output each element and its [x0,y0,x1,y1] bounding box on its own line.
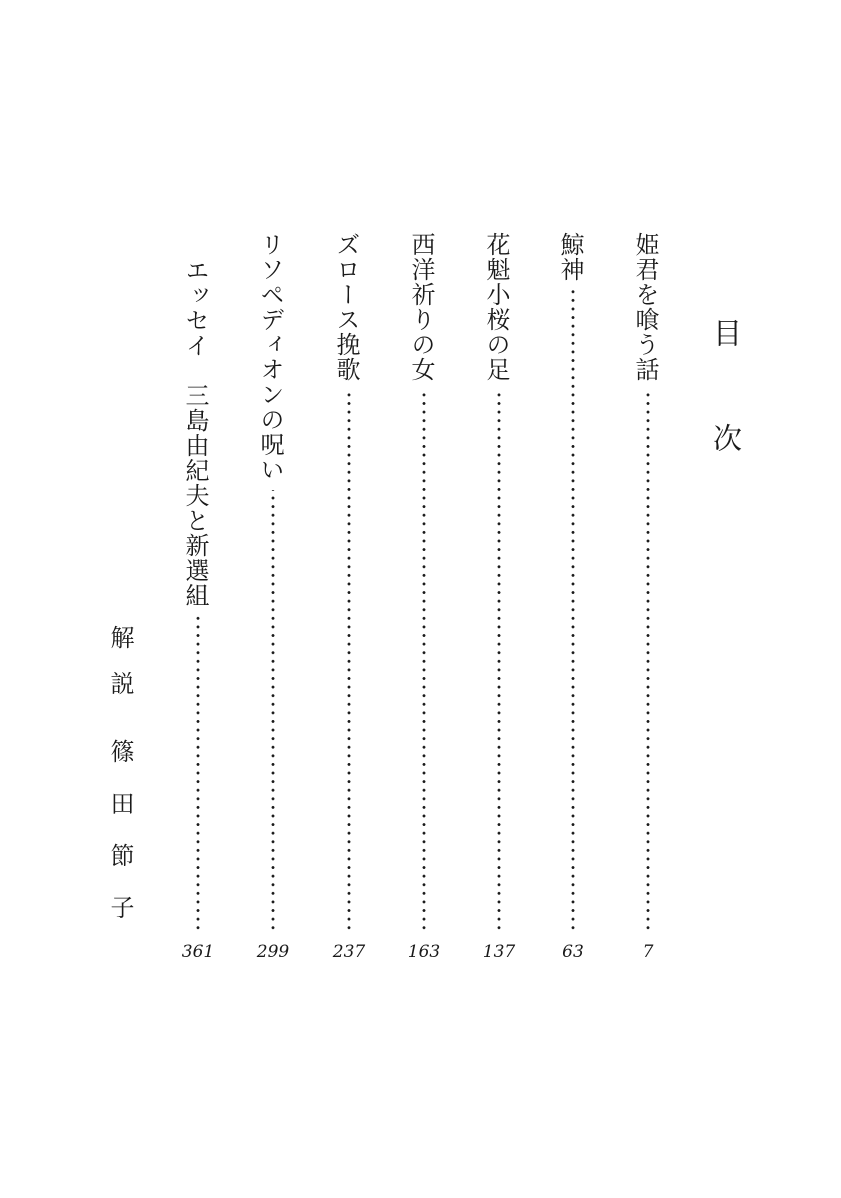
entry-title: 姫君を喰う話 [631,232,659,382]
page-number: 237 [332,942,366,962]
entry-title: 鯨神 [556,232,584,282]
toc-entry[interactable] [484,232,514,932]
dot-leader [271,490,275,932]
dot-leader [347,392,351,932]
dot-leader [422,392,426,932]
toc-entry[interactable] [409,232,439,932]
page-number: 361 [181,942,215,962]
toc-heading: 目次 [709,318,743,528]
entry-title: リソペディオンの呪い [256,232,284,482]
commentary-author: 篠田節子 [106,739,134,947]
dot-leader [571,287,575,932]
dot-leader [646,390,650,932]
toc-entry[interactable] [258,232,288,932]
entry-title: エッセイ 三島由紀夫と新選組 [181,258,209,608]
toc-entry[interactable] [633,232,663,932]
toc-entry[interactable] [183,258,213,932]
toc-entry[interactable] [334,232,364,932]
entry-title: ズロース挽歌 [332,232,360,382]
entry-title: 花魁小桜の足 [482,232,510,382]
toc-entry[interactable] [558,232,588,932]
commentary-credit [108,625,132,947]
page-number: 163 [407,942,441,962]
commentary-label: 解説 [106,625,134,717]
page-number: 137 [482,942,516,962]
entry-title: 西洋祈りの女 [407,232,435,382]
dot-leader [497,392,501,932]
page-number: 63 [562,942,584,962]
dot-leader [196,616,200,932]
page-number: 299 [256,942,290,962]
page-number: 7 [642,942,654,962]
